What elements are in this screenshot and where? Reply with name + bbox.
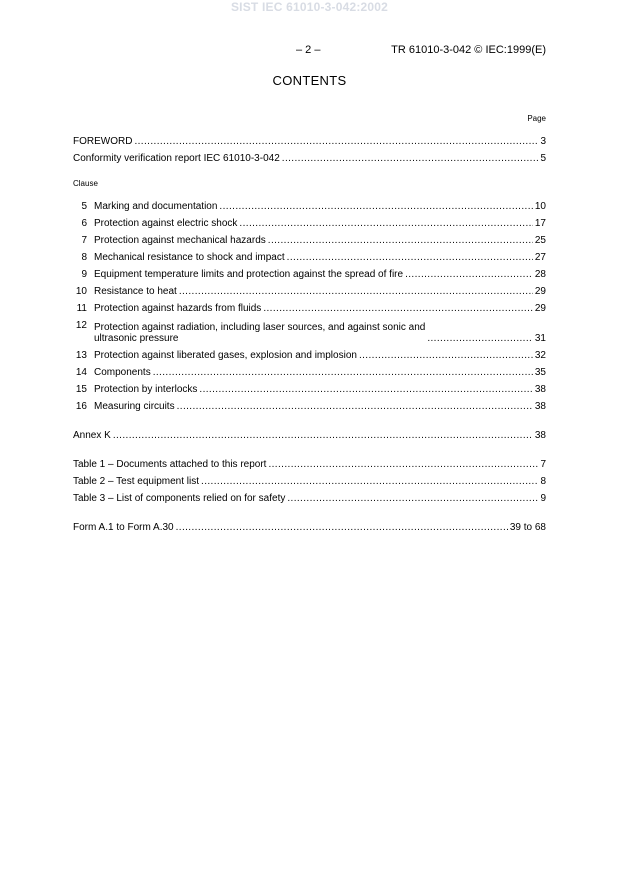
toc-entry-label-continued: ultrasonic pressure [94,333,179,344]
clause-column-label: Clause [73,179,98,188]
toc-entry-page: 8 [540,476,546,487]
toc-entry-clause-11[interactable] [73,302,546,314]
clause-number: 5 [81,201,87,212]
leader-dots [427,333,533,344]
toc-entry-page: 29 [534,286,546,297]
toc-entry-label: Protection against mechanical hazards [94,235,266,246]
clause-number: 10 [75,286,87,297]
toc-entry-label: Conformity verification report IEC 61010-3-042 [73,153,280,164]
toc-entry-page: 29 [534,303,546,314]
clause-number: 16 [75,401,87,412]
toc-entry-label: Table 3 – List of components relied on for safety [73,493,286,504]
toc-entry-page: 31 [534,333,546,344]
toc-entry-table-2[interactable] [73,475,546,487]
leader-dots [201,476,538,487]
toc-entry-page: 28 [534,269,546,280]
toc-entry-label: Protection by interlocks [94,384,198,395]
leader-dots [219,201,532,212]
toc-entry-page: 3 [540,136,546,147]
toc-entry-clause-5[interactable] [73,200,546,212]
toc-entry-label: Table 2 – Test equipment list [73,476,200,487]
toc-entry-conformity-report[interactable] [73,152,546,164]
toc-entry-label: Resistance to heat [94,286,177,297]
leader-dots [405,269,533,280]
toc-entry-page: 38 [534,401,546,412]
toc-entry-page: 35 [534,367,546,378]
toc-entry-page: 32 [534,350,546,361]
toc-entry-label: Form A.1 to Form A.30 [73,522,174,533]
watermark: SIST IEC 61010-3-042:2002 [230,0,389,14]
toc-entry-clause-12[interactable] [73,320,546,344]
leader-dots [179,286,533,297]
leader-dots [177,401,533,412]
leader-dots [287,493,538,504]
toc-entry-label: FOREWORD [73,136,133,147]
page-column-label: Page [527,114,546,123]
toc-entry-table-3[interactable] [73,492,546,504]
clause-number: 8 [81,252,87,263]
toc-entry-label: Equipment temperature limits and protection against the spread of fire [94,269,404,280]
toc-entry-clause-16[interactable] [73,400,546,412]
toc-entry-page: 7 [540,459,546,470]
toc-entry-clause-6[interactable] [73,217,546,229]
toc-entry-label: Measuring circuits [94,401,175,412]
leader-dots [239,218,532,229]
toc-entry-clause-10[interactable] [73,285,546,297]
toc-entry-label: Protection against hazards from fluids [94,303,262,314]
leader-dots [282,153,539,164]
clause-number: 9 [81,269,87,280]
leader-dots [153,367,533,378]
toc-entry-forms[interactable] [73,521,546,533]
toc-entry-label: Annex K [73,430,111,441]
toc-entry-clause-13[interactable] [73,349,546,361]
leader-dots [268,235,533,246]
toc-entry-label: Protection against liberated gases, explosion and implosion [94,350,357,361]
toc-entry-label: Protection against electric shock [94,218,238,229]
leader-dots [176,522,508,533]
leader-dots [287,252,533,263]
toc-entry-page: 17 [534,218,546,229]
toc-entry-table-1[interactable] [73,458,546,470]
toc-entry-clause-15[interactable] [73,383,546,395]
toc-entry-page: 39 to 68 [509,522,546,533]
toc-entry-label-wrap [94,322,425,344]
clause-number: 12 [75,320,87,331]
toc-entry-clause-14[interactable] [73,366,546,378]
leader-dots [359,350,533,361]
clause-number: 13 [75,350,87,361]
toc-entry-foreword[interactable] [73,135,546,147]
clause-number: 14 [75,367,87,378]
toc-entry-label: Marking and documentation [94,201,218,212]
contents-title: CONTENTS [272,73,347,88]
toc-entry-clause-9[interactable] [73,268,546,280]
toc-entry-page: 38 [534,430,546,441]
toc-entry-label: Protection against radiation, including laser sources, and against sonic and [94,322,426,333]
clause-number: 6 [81,218,87,229]
leader-dots [263,303,533,314]
document-reference: TR 61010-3-042 © IEC:1999(E) [391,44,546,56]
clause-number: 7 [81,235,87,246]
toc-entry-page: 27 [534,252,546,263]
toc-entry-page: 25 [534,235,546,246]
leader-dots [134,136,538,147]
page-header [0,44,619,58]
leader-dots [113,430,533,441]
toc-entry-clause-7[interactable] [73,234,546,246]
leader-dots [199,384,532,395]
page-number: – 2 – [296,44,321,56]
toc-entry-page: 9 [540,493,546,504]
toc-entry-label: Mechanical resistance to shock and impact [94,252,285,263]
toc-entry-label: Table 1 – Documents attached to this report [73,459,267,470]
leader-dots [268,459,538,470]
toc-entry-page: 38 [534,384,546,395]
toc-entry-label: Components [94,367,151,378]
clause-number: 15 [75,384,87,395]
toc-entry-page: 5 [540,153,546,164]
toc-entry-clause-8[interactable] [73,251,546,263]
clause-number: 11 [76,303,87,314]
toc-entry-annex-k[interactable] [73,429,546,441]
toc-entry-page: 10 [534,201,546,212]
